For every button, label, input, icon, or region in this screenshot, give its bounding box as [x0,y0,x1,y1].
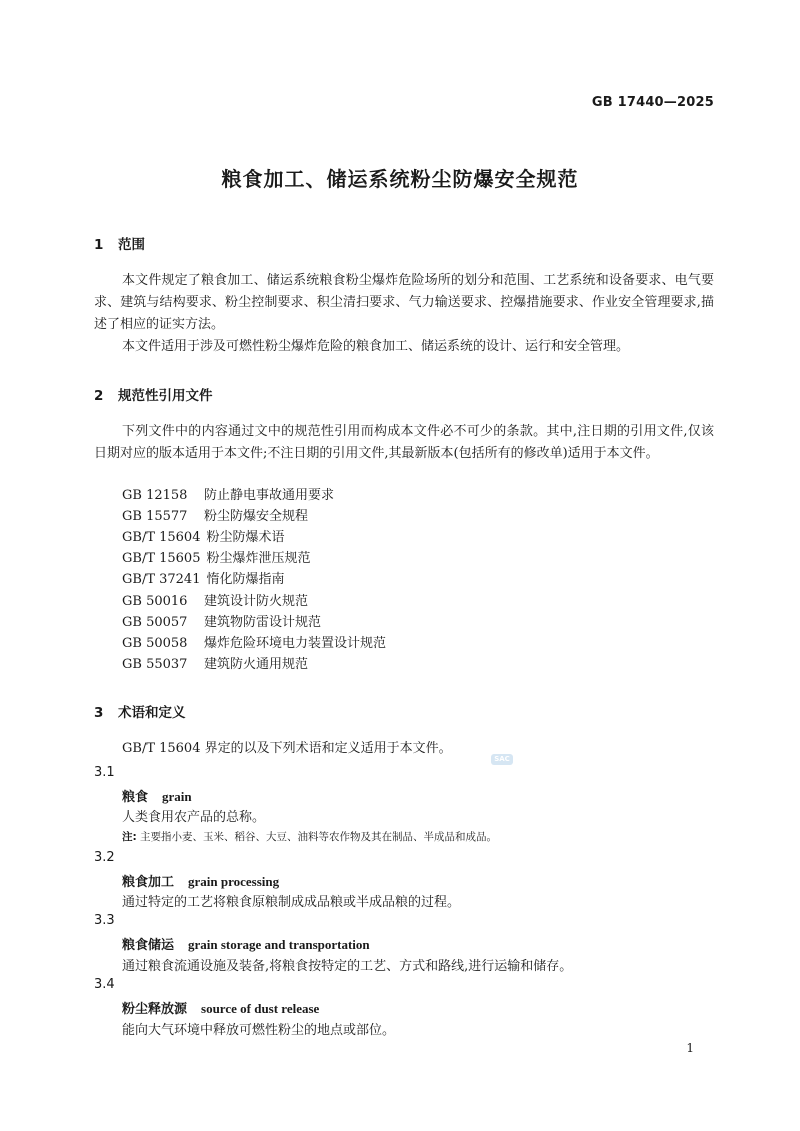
term-name-en: grain storage and transportation [188,937,370,952]
reference-title: 粉尘爆炸泄压规范 [206,551,311,566]
term-name [122,934,370,953]
term-definition: 人类食用农产品的总称。 [122,810,266,825]
term-name [122,998,319,1017]
reference-title: 建筑物防雷设计规范 [204,615,322,630]
term-name-zh: 粮食 [122,790,149,805]
reference-item [122,570,285,590]
reference-code: GB 15577 [122,509,188,524]
section-1-paragraph-1: 本文件规定了粮食加工、储运系统粮食粉尘爆炸危险场所的划分和范围、工艺系统和设备要求、电气要求、建筑与结构要求、粉尘控制要求、积尘清扫要求、气力输送要求、控爆措施要求、作业安全管理要求,描述了相应的证实方法。 [94,273,714,332]
reference-code: GB 50016 [122,594,188,609]
reference-title: 惰化防爆指南 [206,572,285,587]
term-definition: 能向大气环境中释放可燃性粉尘的地点或部位。 [122,1023,396,1038]
reference-code: GB/T 15604 [122,530,201,545]
section-1-heading [94,233,145,253]
reference-title: 建筑设计防火规范 [204,594,309,609]
term-name-en: grain [162,789,192,804]
term-note [122,829,497,844]
reference-code: GB/T 15605 [122,551,201,566]
reference-title: 爆炸危险环境电力装置设计规范 [204,636,387,651]
reference-item [122,613,321,633]
sac-watermark: SAC [491,754,513,765]
term-number: 3.3 [94,913,115,928]
note-label: 注: [122,831,137,843]
reference-code: GB/T 37241 [122,572,201,587]
reference-title: 防止静电事故通用要求 [204,488,335,503]
section-number: 3 [94,705,104,721]
document-title: 粮食加工、储运系统粉尘防爆安全规范 [221,167,579,191]
section-title: 规范性引用文件 [118,388,213,404]
term-number: 3.2 [94,850,115,865]
section-number: 1 [94,237,104,253]
term-name-zh: 粉尘释放源 [122,1002,188,1017]
reference-item [122,549,311,569]
term-name-zh: 粮食储运 [122,938,175,953]
term-number: 3.1 [94,765,115,780]
page-number: 1 [686,1041,694,1055]
term-name [122,786,192,805]
reference-item [122,486,334,506]
reference-item [122,592,308,612]
section-number: 2 [94,388,104,404]
section-2-paragraph-1: 下列文件中的内容通过文中的规范性引用而构成本文件必不可少的条款。其中,注日期的引用文件,仅该日期对应的版本适用于本文件;不注日期的引用文件,其最新版本(包括所有的修改单)适用于本文件。 [94,424,714,461]
reference-title: 粉尘防爆术语 [206,530,285,545]
section-3-heading [94,701,186,721]
reference-code: GB 55037 [122,657,188,672]
section-3-paragraph-1: GB/T 15604 界定的以及下列术语和定义适用于本文件。 [122,741,452,756]
reference-code: GB 50058 [122,636,188,651]
term-number: 3.4 [94,977,115,992]
reference-item [122,528,285,548]
term-name [122,871,279,890]
section-1-paragraph-2: 本文件适用于涉及可燃性粉尘爆炸危险的粮食加工、储运系统的设计、运行和安全管理。 [122,339,630,354]
reference-item [122,507,308,527]
reference-item [122,634,386,654]
term-definition: 通过粮食流通设施及装备,将粮食按特定的工艺、方式和路线,进行运输和储存。 [122,959,573,974]
reference-code: GB 50057 [122,615,188,630]
reference-title: 建筑防火通用规范 [204,657,309,672]
reference-title: 粉尘防爆安全规程 [204,509,309,524]
section-title: 术语和定义 [118,705,186,721]
reference-code: GB 12158 [122,488,188,503]
term-name-en: source of dust release [201,1001,320,1016]
reference-item [122,655,308,675]
term-definition: 通过特定的工艺将粮食原粮制成成品粮或半成品粮的过程。 [122,895,461,910]
term-name-en: grain processing [188,874,280,889]
standard-code: GB 17440—2025 [591,95,714,110]
section-2-heading [94,384,213,404]
note-text: 主要指小麦、玉米、稻谷、大豆、油料等农作物及其在制品、半成品和成品。 [140,831,498,843]
section-title: 范围 [118,237,145,253]
term-name-zh: 粮食加工 [122,875,175,890]
